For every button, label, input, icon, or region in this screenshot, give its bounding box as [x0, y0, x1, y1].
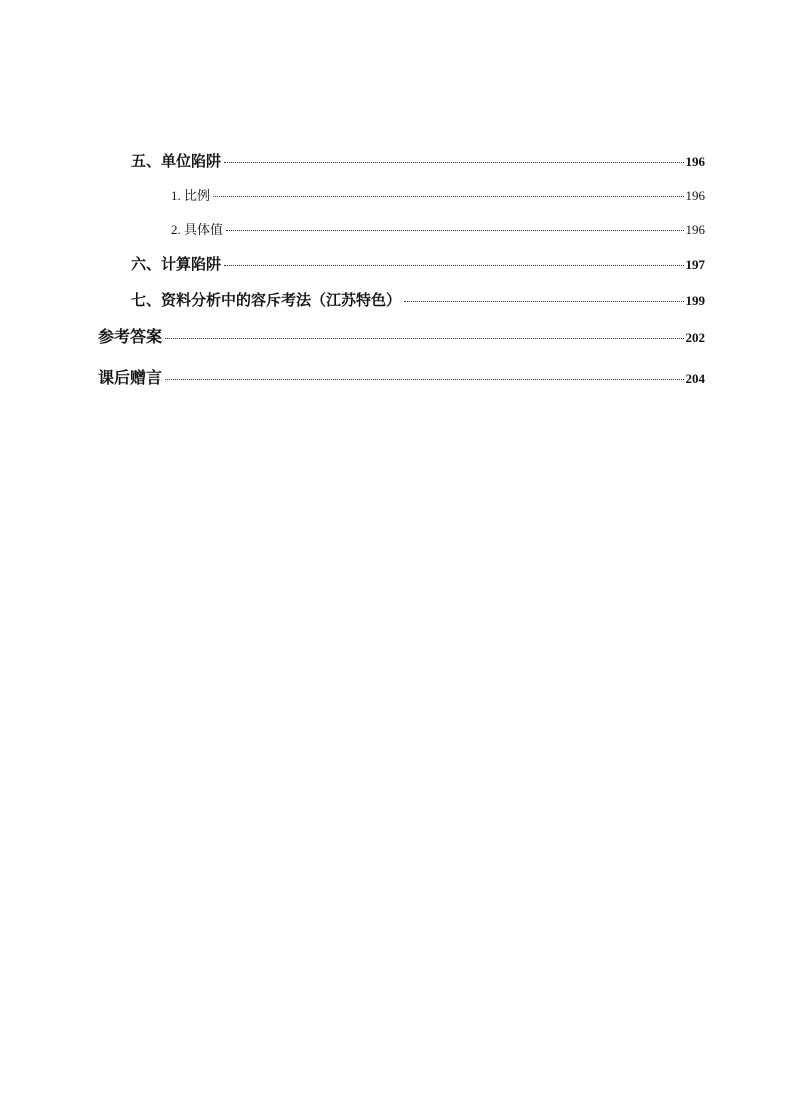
- toc-entry-page: 204: [685, 371, 705, 386]
- toc-entry[interactable]: [98, 324, 705, 347]
- toc-entry[interactable]: [131, 253, 705, 274]
- toc-entry-page: 202: [685, 330, 705, 345]
- toc-entry-page: 199: [685, 293, 705, 308]
- toc-entry-page: 196: [685, 154, 705, 169]
- dot-leader: [224, 162, 683, 163]
- toc-entry[interactable]: [131, 150, 705, 171]
- toc-entry[interactable]: [171, 185, 705, 204]
- dot-leader: [404, 301, 683, 302]
- dot-leader: [224, 265, 683, 266]
- toc-entry[interactable]: [171, 219, 705, 238]
- toc-entry[interactable]: [131, 289, 705, 310]
- toc-entry[interactable]: [98, 365, 705, 388]
- toc-entry-title: 参考答案: [98, 327, 163, 346]
- toc-entry-title: 六、计算陷阱: [131, 255, 222, 273]
- toc-entry-page: 197: [685, 257, 705, 272]
- toc-entry-page: 196: [685, 188, 705, 203]
- toc-entry-title: 课后赠言: [98, 368, 163, 387]
- toc-entry-title: 五、单位陷阱: [131, 152, 222, 170]
- toc-entry-title: 1. 比例: [171, 188, 211, 203]
- dot-leader: [213, 196, 683, 197]
- dot-leader: [165, 379, 683, 380]
- toc-entry-title: 2. 具体值: [171, 222, 224, 237]
- toc-entry-title: 七、资料分析中的容斥考法（江苏特色）: [131, 291, 402, 309]
- dot-leader: [165, 338, 683, 339]
- toc-entry-page: 196: [685, 222, 705, 237]
- dot-leader: [226, 230, 683, 231]
